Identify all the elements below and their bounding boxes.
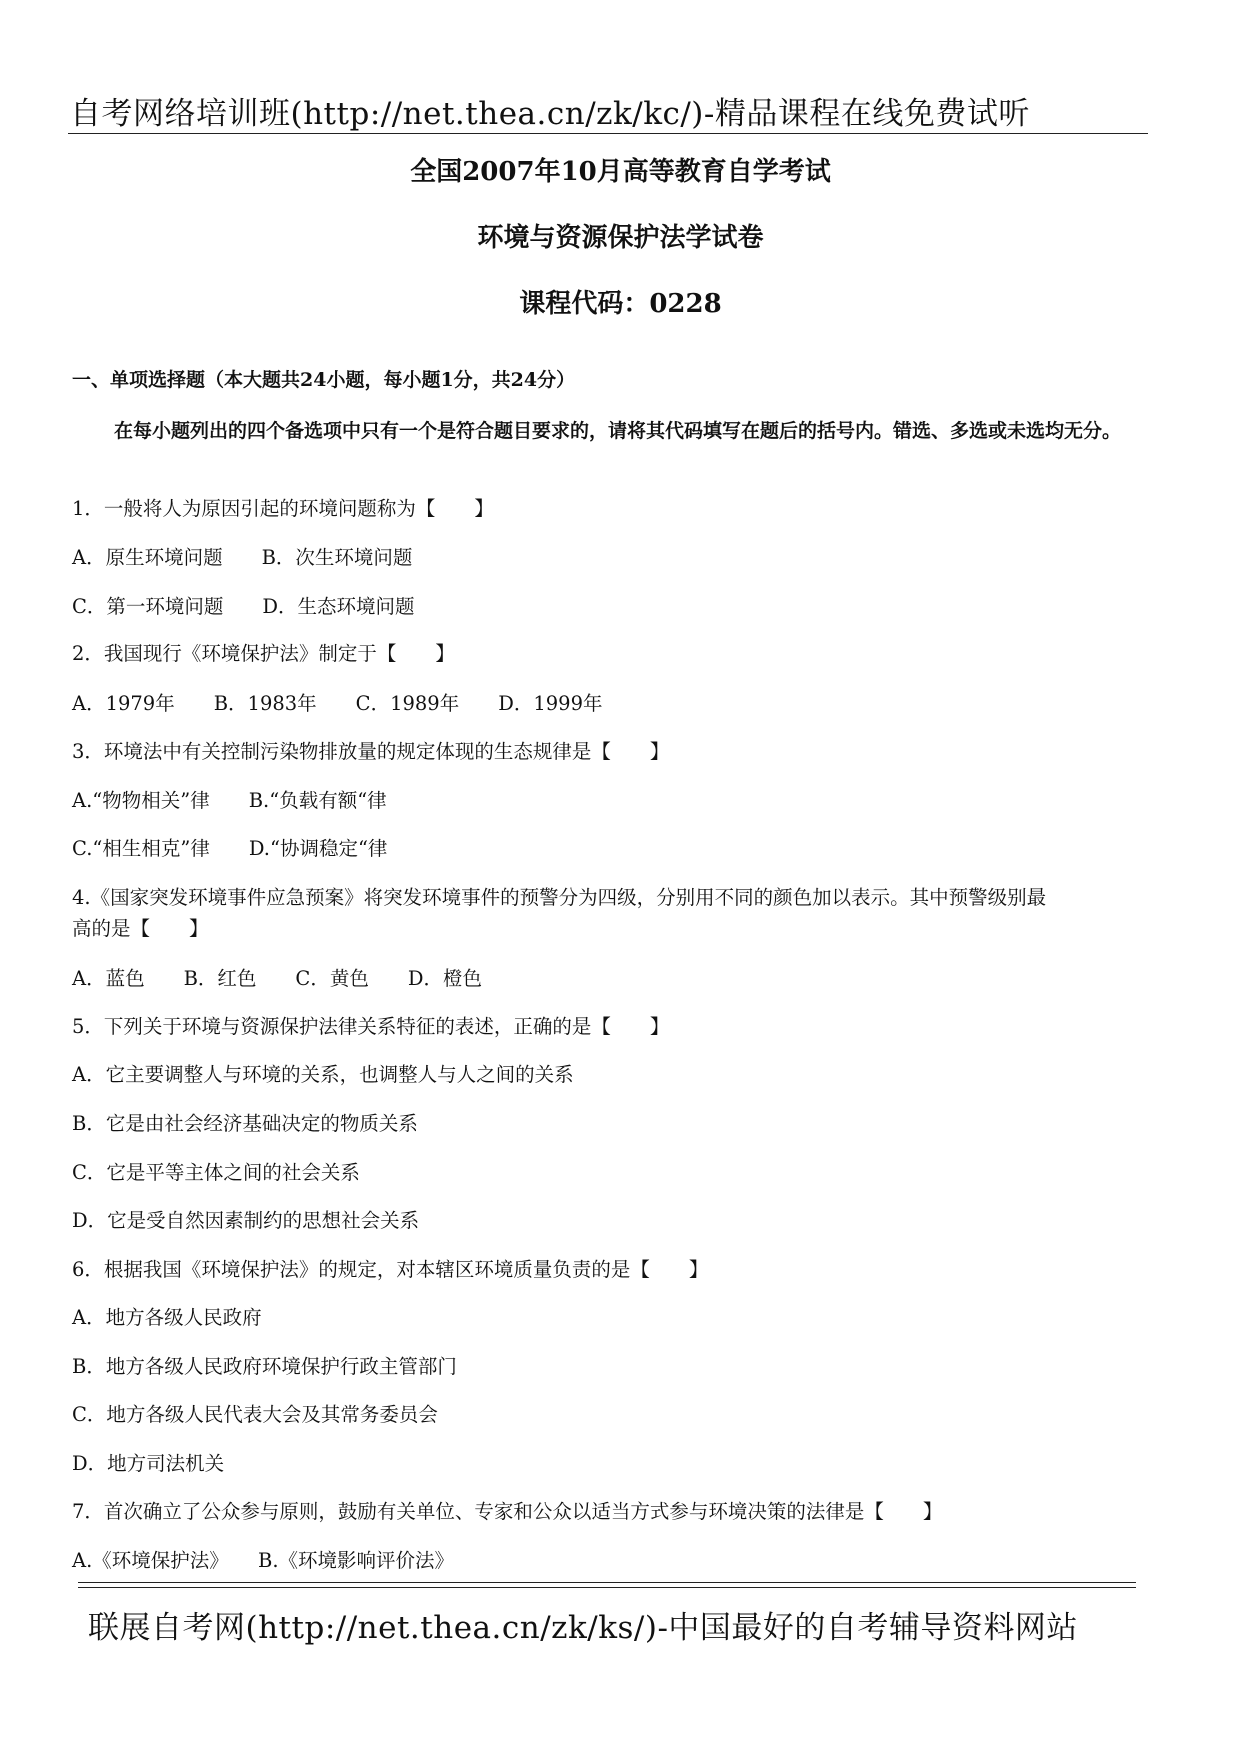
footer-divider-bottom xyxy=(78,1587,1136,1588)
section-instructions: 在每小题列出的四个备选项中只有一个是符合题目要求的，请将其代码填写在题后的括号内。错选、多选或未选均无分。 xyxy=(114,420,1122,442)
header-banner: 自考网络培训班(http://net.thea.cn/zk/kc/)-精品课程在线免费试听 xyxy=(70,96,1030,132)
question-1-text: 1．一般将人为原因引起的环境问题称为【 】 xyxy=(72,497,494,520)
question-4-options: A．蓝色 B．红色 C．黄色 D．橙色 xyxy=(72,967,482,990)
question-7-text: 7．首次确立了公众参与原则，鼓励有关单位、专家和公众以适当方式参与环境决策的法律是【 】 xyxy=(72,1500,943,1523)
question-5-option-a: A．它主要调整人与环境的关系，也调整人与人之间的关系 xyxy=(72,1063,574,1086)
question-6-option-a: A．地方各级人民政府 xyxy=(72,1306,262,1329)
question-6-option-b: B．地方各级人民政府环境保护行政主管部门 xyxy=(72,1355,457,1378)
question-4-text: 4.《国家突发环境事件应急预案》将突发环境事件的预警分为四级，分别用不同的颜色加以表示。其中预警级别最 xyxy=(72,886,1047,909)
question-2-text: 2．我国现行《环境保护法》制定于【 】 xyxy=(72,642,455,665)
question-1-options-ab: A．原生环境问题 B．次生环境问题 xyxy=(72,546,413,569)
subject-title: 环境与资源保护法学试卷 xyxy=(477,223,764,253)
question-6-option-d: D．地方司法机关 xyxy=(72,1452,225,1475)
question-3-options-ab: A.“物物相关”律 B.“负载有额“律 xyxy=(72,789,387,812)
question-6-option-c: C．地方各级人民代表大会及其常务委员会 xyxy=(72,1403,438,1426)
question-5-option-d: D．它是受自然因素制约的思想社会关系 xyxy=(72,1209,420,1232)
question-3-options-cd: C.“相生相克”律 D.“协调稳定“律 xyxy=(72,837,388,860)
header-divider xyxy=(68,133,1148,134)
question-5-option-b: B．它是由社会经济基础决定的物质关系 xyxy=(72,1112,418,1135)
question-3-text: 3．环境法中有关控制污染物排放量的规定体现的生态规律是【 】 xyxy=(72,740,670,763)
course-code: 课程代码：0228 xyxy=(519,289,722,319)
section-heading: 一、单项选择题（本大题共24小题，每小题1分，共24分） xyxy=(72,369,576,391)
question-5-text: 5．下列关于环境与资源保护法律关系特征的表述，正确的是【 】 xyxy=(72,1015,670,1038)
footer-banner: 联展自考网(http://net.thea.cn/zk/ks/)-中国最好的自考辅导资料网站 xyxy=(88,1610,1078,1646)
footer-divider-top xyxy=(78,1582,1136,1583)
question-7-options: A.《环境保护法》 B.《环境影响评价法》 xyxy=(72,1549,455,1572)
question-5-option-c: C．它是平等主体之间的社会关系 xyxy=(72,1161,360,1184)
question-6-text: 6．根据我国《环境保护法》的规定，对本辖区环境质量负责的是【 】 xyxy=(72,1258,709,1281)
question-4-text-cont: 高的是【 】 xyxy=(72,917,209,940)
question-1-options-cd: C．第一环境问题 D．生态环境问题 xyxy=(72,595,415,618)
question-2-options: A．1979年 B．1983年 C．1989年 D．1999年 xyxy=(72,692,603,715)
exam-title: 全国2007年10月高等教育自学考试 xyxy=(410,157,831,187)
